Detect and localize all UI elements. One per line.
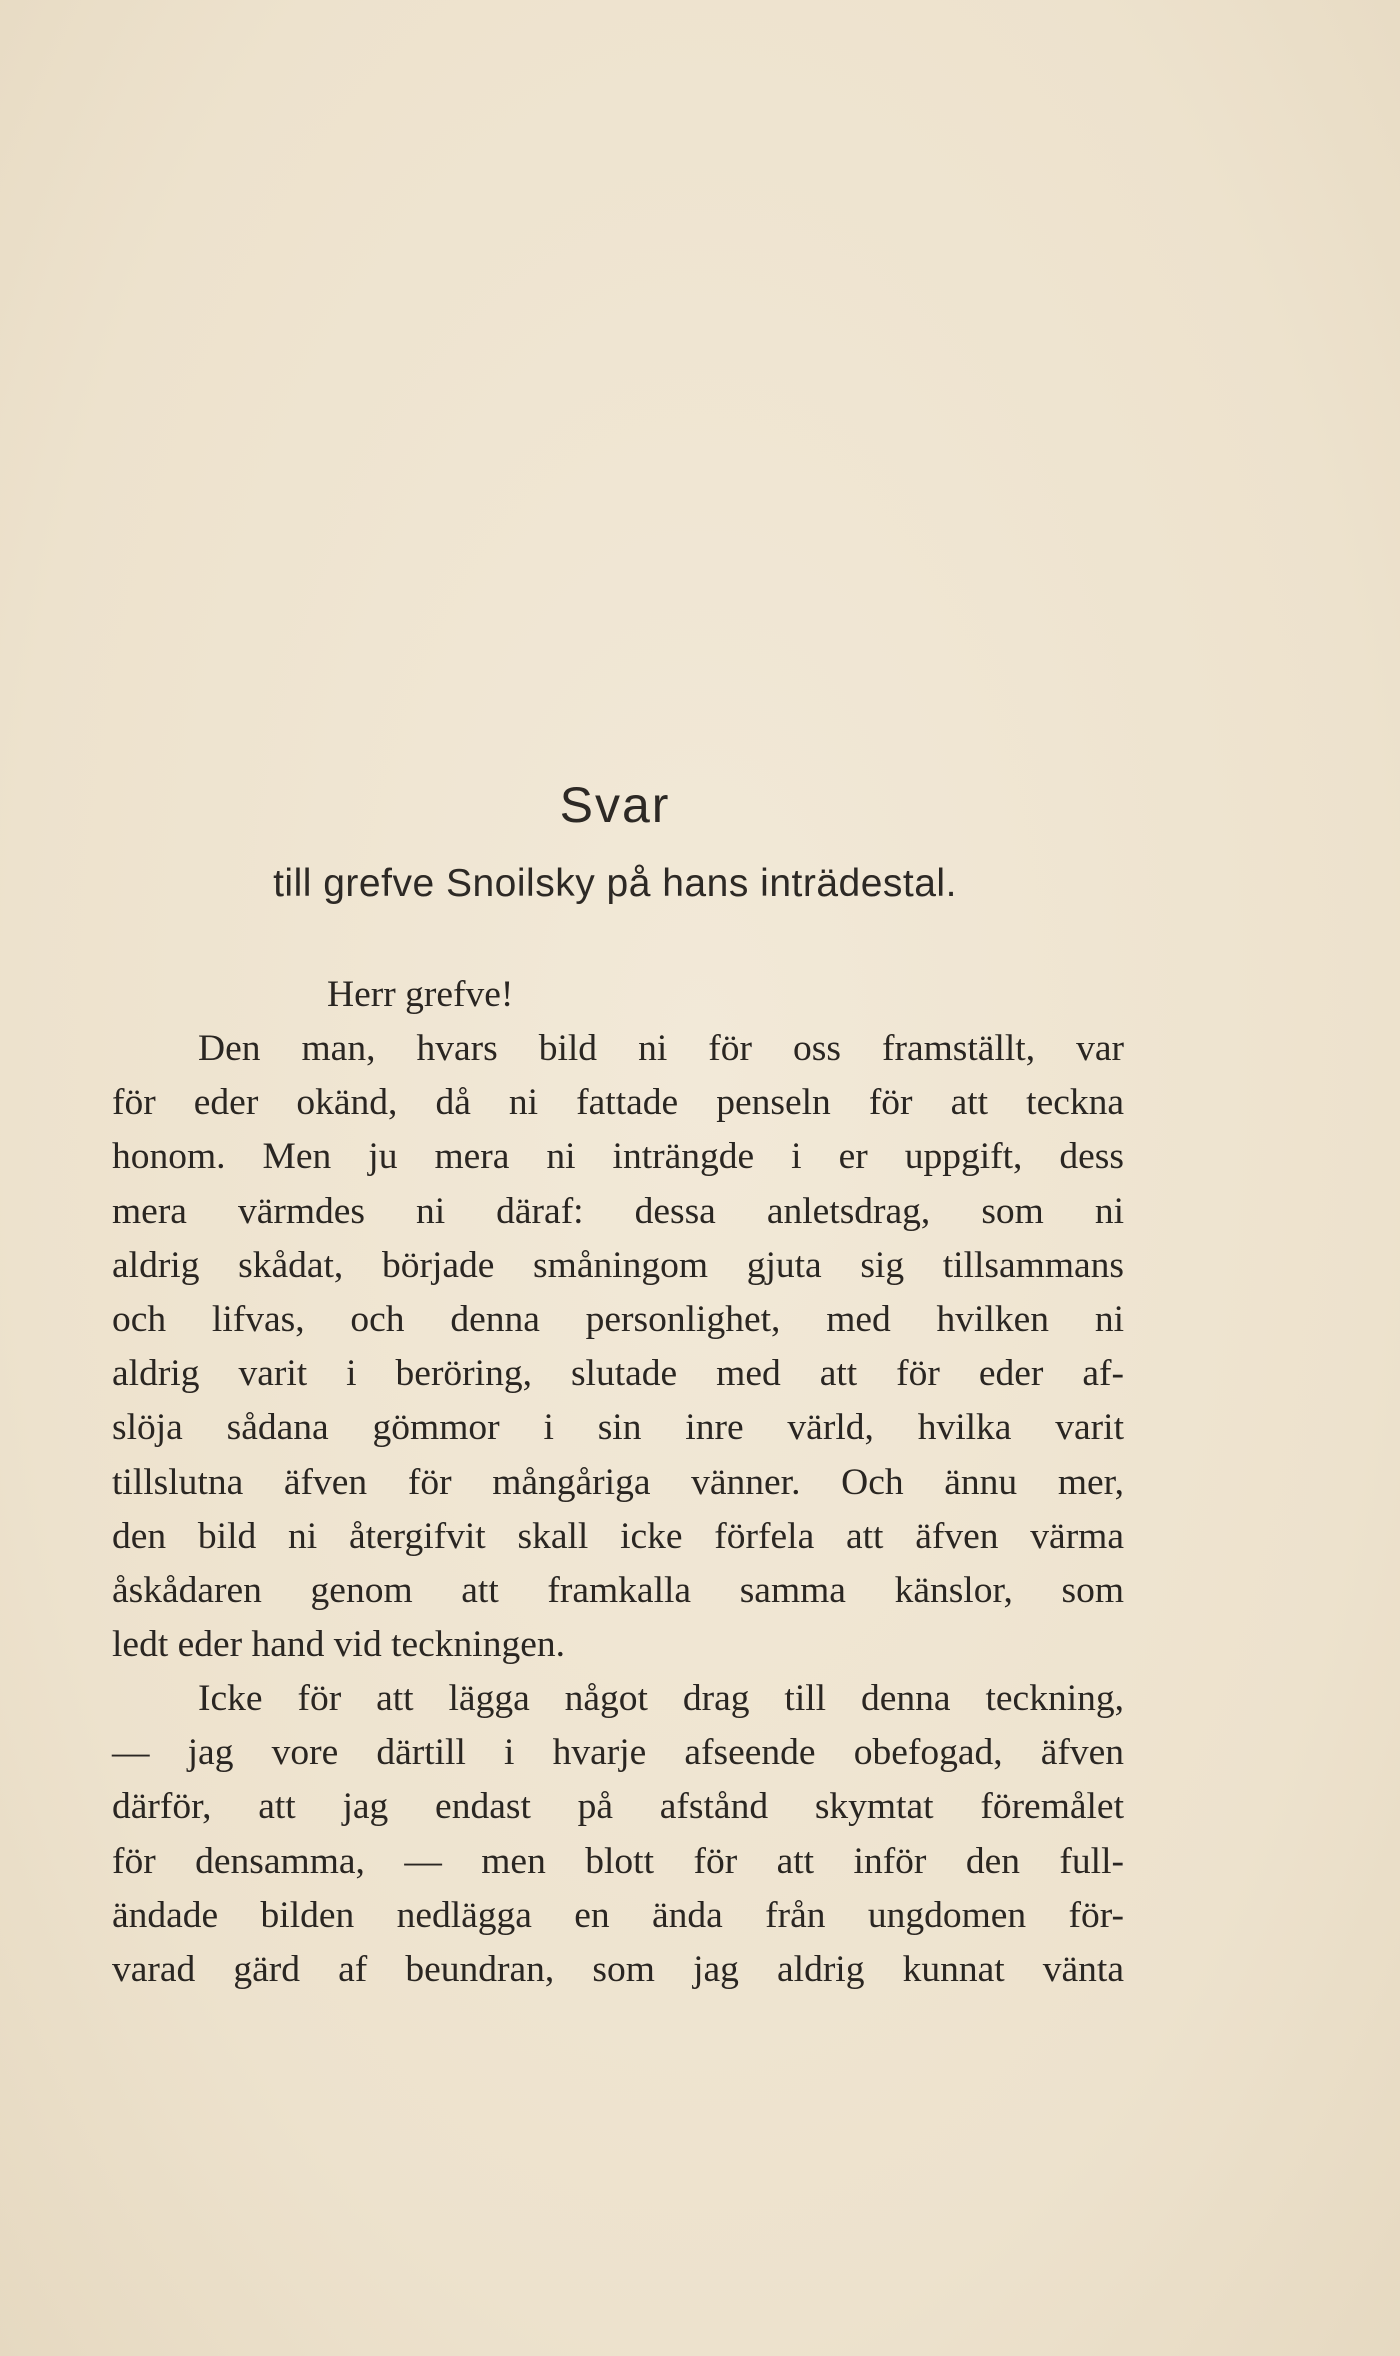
- text-line: och lifvas, och denna personlighet, med hvilken ni: [112, 1298, 1124, 1340]
- text-line: aldrig skådat, började småningom gjuta sig tillsammans: [112, 1244, 1124, 1286]
- text-line: tillslutna äfven för mångåriga vänner. Och ännu mer,: [112, 1461, 1124, 1503]
- text-line: ändade bilden nedlägga en ända från ungdomen för-: [112, 1894, 1124, 1936]
- text-line: för eder okänd, då ni fattade penseln för att teckna: [112, 1082, 1124, 1124]
- salutation: Herr grefve!: [327, 974, 514, 1015]
- text-line: varad gärd af beundran, som jag aldrig kunnat vänta: [112, 1948, 1124, 1990]
- text-line: den bild ni återgifvit skall icke förfela att äfven värma: [112, 1515, 1124, 1557]
- text-line: därför, att jag endast på afstånd skymtat föremålet: [112, 1786, 1124, 1828]
- text-line: mera värmdes ni däraf: dessa anletsdrag, som ni: [112, 1190, 1124, 1232]
- text-line: åskådaren genom att framkalla samma känslor, som: [112, 1569, 1124, 1611]
- page-subtitle: till grefve Snoilsky på hans inträdestal.: [273, 862, 957, 905]
- text-line: honom. Men ju mera ni inträngde i er uppgift, dess: [112, 1136, 1124, 1178]
- paragraph-2: [112, 1672, 1124, 1997]
- text-line: ledt eder hand vid teckningen.: [112, 1624, 565, 1666]
- page-title: Svar: [559, 777, 671, 833]
- paragraph-1: [112, 1022, 1124, 1672]
- text-line: Icke för att lägga något drag till denna teckning,: [198, 1678, 1124, 1719]
- text-line: Den man, hvars bild ni för oss framställt, var: [198, 1028, 1124, 1069]
- text-line: aldrig varit i beröring, slutade med att för eder af-: [112, 1353, 1124, 1395]
- text-line: — jag vore därtill i hvarje afseende obefogad, äfven: [112, 1732, 1124, 1774]
- text-line: slöja sådana gömmor i sin inre värld, hvilka varit: [112, 1407, 1124, 1449]
- text-line: för densamma, — men blott för att inför den full-: [112, 1840, 1124, 1882]
